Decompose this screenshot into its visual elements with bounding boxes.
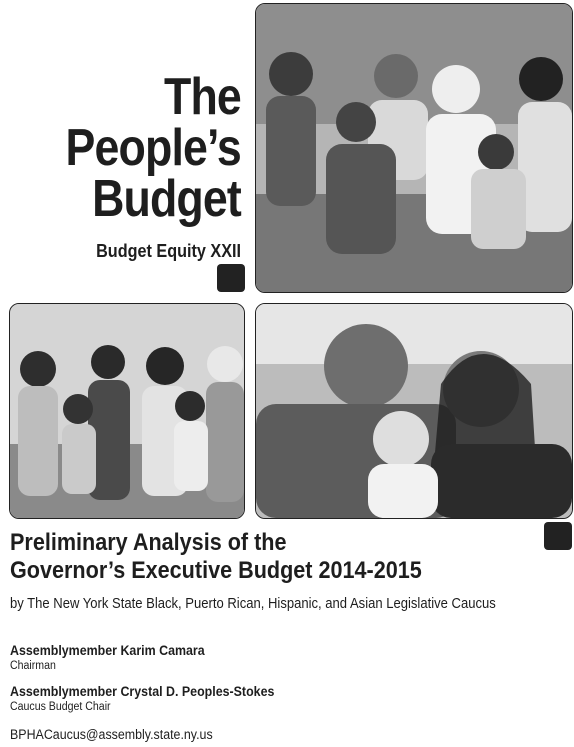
byline: by The New York State Black, Puerto Rican, Hispanic, and Asian Legislative Caucus (10, 596, 496, 612)
heading-line-1: Preliminary Analysis of the (10, 529, 287, 556)
report-heading (10, 529, 422, 585)
photo-family-large (255, 3, 573, 293)
photo-family-asian (9, 303, 245, 519)
photo-parents-baby (255, 303, 573, 519)
title-line-1: The (164, 68, 241, 126)
title-line-3: Budget (92, 170, 242, 228)
cover-subtitle: Budget Equity XXII (96, 241, 241, 261)
member-role-budget-chair: Caucus Budget Chair (10, 701, 111, 713)
contact-email[interactable]: BPHACaucus@assembly.state.ny.us (10, 727, 213, 742)
member-role-chairman: Chairman (10, 660, 56, 672)
cover-title (65, 68, 242, 228)
title-line-2: People’s (65, 119, 241, 177)
decorative-square-bottom (544, 522, 572, 550)
member-name-chairman: Assemblymember Karim Camara (10, 643, 205, 658)
decorative-square-top (217, 264, 245, 292)
member-name-budget-chair: Assemblymember Crystal D. Peoples-Stokes (10, 684, 275, 699)
heading-line-2: Governor’s Executive Budget 2014-2015 (10, 557, 422, 584)
